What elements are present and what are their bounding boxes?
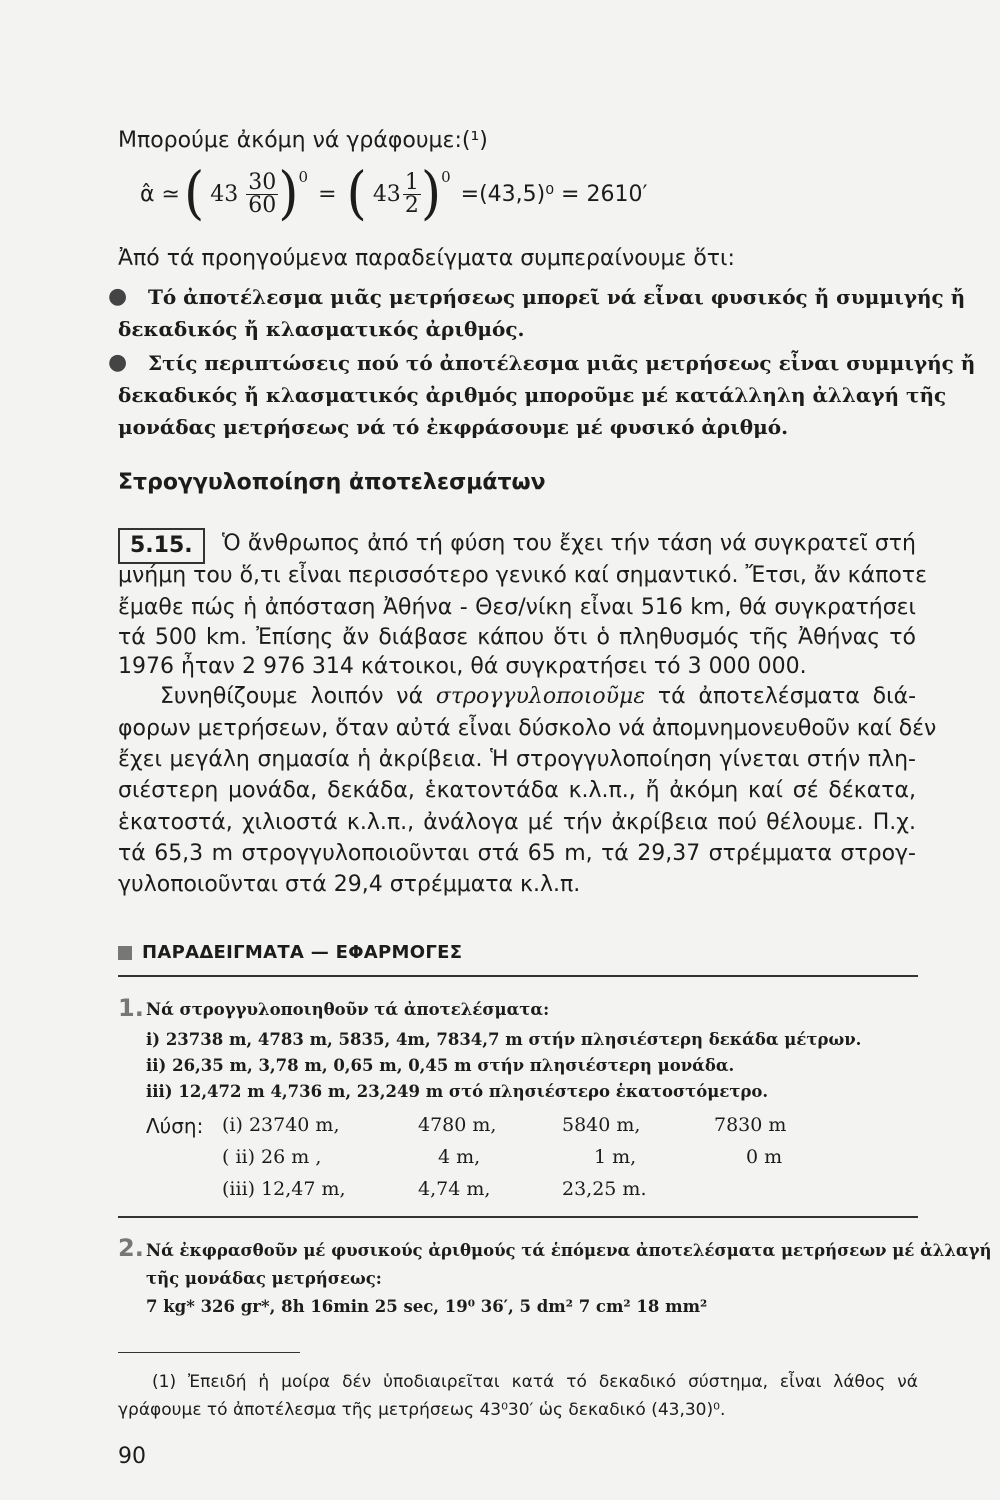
example-1-item-iii: iii) 12,472 m 4,736 m, 23,249 m στό πλησιέστερο ἑκατοστόμετρο. bbox=[146, 1082, 769, 1101]
formula-deg-2: 0 bbox=[441, 168, 451, 186]
formula-b-int: 43 bbox=[372, 181, 401, 207]
para2-line-2: φορων μετρήσεων, ὅταν αὐτά εἶναι δύσκολο νά ἀπομνημονευθοῦν καί δέν bbox=[118, 716, 937, 741]
angle-formula: α̂ ≃ ( 43 $\frac{30}{60}$ ) 0 = ( 43 $\frac{1}{2}$ ) 0 =(43,5)⁰ = 2610′ bbox=[140, 161, 648, 227]
solution-row-1-col-1: (i) 23740 m, bbox=[222, 1114, 340, 1136]
para1-line-3: ἔμαθε πώς ἡ ἀπόσταση Ἀθήνα - Θεσ/νίκη εἶναι 516 km, θά συγκρατήσει bbox=[118, 595, 916, 620]
para2-italic-term: στρογγυλοποιοῦμε bbox=[435, 684, 646, 709]
paragraph-number-box: 5.15. bbox=[118, 528, 205, 564]
para2-end: τά ἀποτελέσματα διά- bbox=[645, 684, 917, 709]
example-2-line-1: Νά ἐκφρασθοῦν μέ φυσικούς ἀριθμούς τά ἑπόμενα ἀποτελέσματα μετρήσεων μέ ἀλλαγή bbox=[146, 1241, 992, 1260]
para2-line-5: ἑκατοστά, χιλιοστά κ.λ.π., ἀνάλογα μέ τήν ἀκρίβεια πού θέλουμε. Π.χ. bbox=[118, 810, 916, 835]
bullet-1-line-1: Τό ἀποτέλεσμα μιᾶς μετρήσεως μπορεῖ νά εἶναι φυσικός ἤ συμμιγής ἤ bbox=[148, 285, 966, 309]
formula-b-den: 2 bbox=[404, 192, 419, 218]
para1-line-5: 1976 ἦταν 2 976 314 κάτοικοι, θά συγκρατήσει τό 3 000 000. bbox=[118, 654, 807, 679]
bullet-2-line-2: δεκαδικός ἤ κλασματικός ἀριθμός μποροῦμε μέ κατάλληλη ἀλλαγή τῆς bbox=[118, 383, 947, 407]
solution-row-3-col-1: (iii) 12,47 m, bbox=[222, 1178, 346, 1200]
formula-deg-1: 0 bbox=[298, 168, 309, 186]
formula-a-den: 60 bbox=[248, 192, 277, 218]
formula-a-num: 30 bbox=[248, 169, 277, 195]
formula-lhs: α̂ ≃ bbox=[140, 181, 180, 207]
para2-line-7: γυλοποιοῦνται στά 29,4 στρέμματα κ.λ.π. bbox=[118, 872, 581, 897]
para1-line-4: τά 500 km. Ἐπίσης ἄν διάβασε κάπου ὅτι ὁ πληθυσμός τῆς Ἀθήνας τό bbox=[118, 625, 916, 650]
page-number: 90 bbox=[118, 1444, 146, 1469]
solution-row-2-col-3: 1 m, bbox=[594, 1146, 637, 1168]
bullet-2-line-1: Στίς περιπτώσεις πού τό ἀποτέλεσμα μιᾶς μετρήσεως εἶναι συμμιγής ἤ bbox=[148, 351, 976, 375]
footnote-line-2: γράφουμε τό ἀποτέλεσμα τῆς μετρήσεως 43⁰30′ ὡς δεκαδικό (43,30)⁰. bbox=[118, 1400, 726, 1420]
example-1-number: 1. bbox=[118, 994, 144, 1022]
bullet-dot-icon: ● bbox=[108, 350, 128, 375]
divider bbox=[118, 975, 918, 977]
example-2-line-3: 7 kg* 326 gr*, 8h 16min 25 sec, 19⁰ 36′, 5 dm² 7 cm² 18 mm² bbox=[146, 1297, 708, 1316]
example-1-item-ii: ii) 26,35 m, 3,78 m, 0,65 m, 0,45 m στήν πλησιέστερη μονάδα. bbox=[146, 1056, 735, 1075]
footnote-rule bbox=[118, 1352, 300, 1353]
para1-line-2: μνήμη του ὅ,τι εἶναι περισσότερο γενικό καί σημαντικό. Ἔτσι, ἄν κάποτε bbox=[118, 563, 927, 588]
solution-row-2-col-1: ( ii) 26 m , bbox=[222, 1146, 322, 1168]
solution-row-2-col-4: 0 m bbox=[746, 1146, 783, 1168]
para1-line-1: Ὁ ἄνθρωπος ἀπό τή φύση του ἔχει τήν τάση νά συγκρατεῖ στή bbox=[222, 531, 916, 556]
square-bullet-icon bbox=[118, 946, 132, 960]
formula-b-num: 1 bbox=[404, 169, 419, 195]
bullet-1-line-2: δεκαδικός ἤ κλασματικός ἀριθμός. bbox=[118, 317, 525, 341]
footnote-line-1: (1) Ἐπειδή ἡ μοίρα δέν ὑποδιαιρεῖται κατά τό δεκαδικό σύστημα, εἶναι λάθος νά bbox=[152, 1372, 918, 1392]
examples-heading-text: ΠΑΡΑΔΕΙΓΜΑΤΑ — ΕΦΑΡΜΟΓΕΣ bbox=[142, 942, 463, 963]
para2-start: Συνηθίζουμε λοιπόν νά bbox=[160, 684, 436, 709]
para2-line-3: ἔχει μεγάλη σημασία ἡ ἀκρίβεια. Ἡ στρογγυλοποίηση γίνεται στήν πλη- bbox=[118, 747, 916, 772]
intro-text: Μπορούμε ἀκόμη νά γράφουμε:(¹) bbox=[118, 128, 488, 153]
solution-row-1-col-2: 4780 m, bbox=[418, 1114, 497, 1136]
example-1-item-i: i) 23738 m, 4783 m, 5835, 4m, 7834,7 m στήν πλησιέστερη δεκάδα μέτρων. bbox=[146, 1030, 862, 1049]
solution-row-3-col-2: 4,74 m, bbox=[418, 1178, 491, 1200]
solution-row-1-col-3: 5840 m, bbox=[562, 1114, 641, 1136]
solution-row-3-col-3: 23,25 m. bbox=[562, 1178, 647, 1200]
example-2-line-2: τῆς μονάδας μετρήσεως: bbox=[146, 1269, 382, 1288]
example-2-number: 2. bbox=[118, 1234, 144, 1262]
example-1-title: Νά στρογγυλοποιηθοῦν τά ἀποτελέσματα: bbox=[146, 1000, 550, 1019]
para2-line-6: τά 65,3 m στρογγυλοποιοῦνται στά 65 m, τά 29,37 στρέμματα στρογ- bbox=[118, 841, 916, 866]
section-title: Στρογγυλοποίηση ἀποτελεσμάτων bbox=[118, 470, 546, 495]
formula-eq: = bbox=[318, 181, 337, 207]
solution-row-1-col-4: 7830 m bbox=[714, 1114, 787, 1136]
divider bbox=[118, 1216, 918, 1218]
bullet-dot-icon: ● bbox=[108, 284, 128, 309]
para2-line-4: σιέστερη μονάδα, δεκάδα, ἑκατοντάδα κ.λ.π., ἤ ἀκόμη καί σέ δέκατα, bbox=[118, 778, 916, 803]
conclusion-intro: Ἀπό τά προηγούμενα παραδείγματα συμπεραίνουμε ὅτι: bbox=[118, 246, 735, 271]
formula-a-int: 43 bbox=[210, 181, 239, 207]
examples-heading bbox=[118, 942, 462, 963]
formula-rhs: =(43,5)⁰ = 2610′ bbox=[460, 181, 648, 207]
bullet-2-line-3: μονάδας μετρήσεως νά τό ἐκφράσουμε μέ φυσικό ἀριθμό. bbox=[118, 415, 789, 439]
para2-line-1 bbox=[160, 682, 916, 712]
solution-label: Λύση: bbox=[146, 1114, 204, 1138]
solution-row-2-col-2: 4 m, bbox=[438, 1146, 481, 1168]
